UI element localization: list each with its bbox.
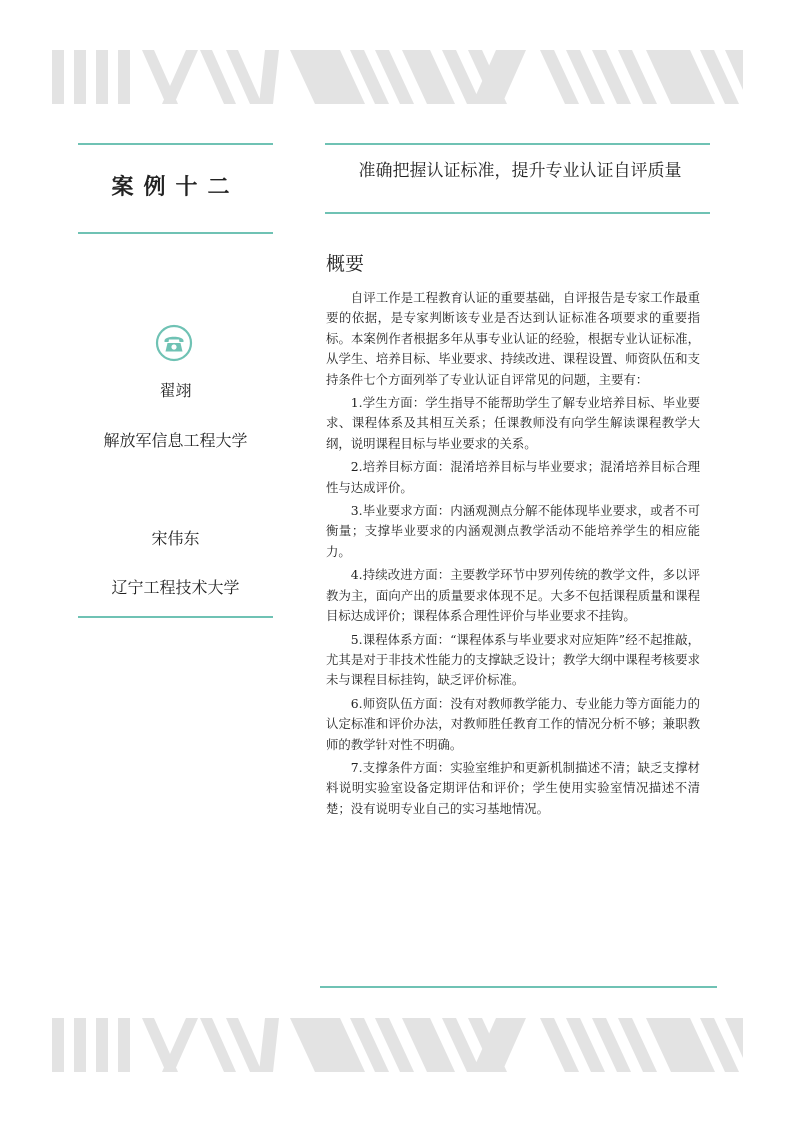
summary-item-supporting-conditions: 7.支撑条件方面：实验室维护和更新机制描述不清；缺乏支撑材料说明实验室设备定期评估和评价；学生使用实验室情况描述不清楚；没有说明专业自己的实习基地情况。 <box>326 759 700 816</box>
summary-item-faculty: 6.师资队伍方面：没有对教师教学能力、专业能力等方面能力的认定标准和评价办法，对教师胜任教育工作的情况分析不够；兼职教师的教学针对性不明确。 <box>326 695 700 752</box>
summary-item-objectives: 2.培养目标方面：混淆培养目标与毕业要求；混淆培养目标合理性与达成评价。 <box>326 459 700 495</box>
summary-item-continuous-improvement: 4.持续改进方面：主要教学环节中罗列传统的教学文件，多以评教为主，面向产出的质量要求体现不足。大多不包括课程质量和课程目标达成评价；课程体系合理性评价与毕业要求不挂钩。 <box>326 567 700 624</box>
author-1-name: 翟翊 <box>159 381 192 400</box>
right-top-rule <box>325 143 710 145</box>
summary-paragraph-intro: 自评工作是工程教育认证的重要基础，自评报告是专家工作最重要的依据，是专家判断该专业是否达到认证标准各项要求的重要指标。本案例作者根据多年从事专业认证的经验，根据专业认证标准，从学生、培养目标、毕业要求、持续改进、课程设置、师资队伍和支持条件七个方面列举了专业认证自评常见的问题，主要有： <box>326 290 700 387</box>
author-1-affiliation: 解放军信息工程大学 <box>103 431 248 450</box>
bottom-decorative-stripe-band <box>50 1018 743 1072</box>
top-decorative-stripe-band <box>50 50 743 104</box>
article-title: 准确把握认证标准，提升专业认证自评质量 <box>358 161 682 181</box>
left-bottom-rule <box>78 616 273 618</box>
summary-item-students: 1.学生方面：学生指导不能帮助学生了解专业培养目标、毕业要求、课程体系及其相互关系；任课教师没有向学生解读课程教学大纲，说明课程目标与毕业要求的关系。 <box>326 395 700 451</box>
case-label: 案例十二 <box>111 174 240 200</box>
summary-body <box>326 288 700 822</box>
summary-item-graduation-requirements: 3.毕业要求方面：内涵观测点分解不能体现毕业要求，或者不可衡量；支撑毕业要求的内涵观测点教学活动不能培养学生的相应能力。 <box>326 503 700 559</box>
summary-item-curriculum: 5.课程体系方面：“课程体系与毕业要求对应矩阵”经不起推敲，尤其是对于非技术性能力的支撑缺乏设计；教学大纲中课程考核要求未与课程目标挂钩，缺乏评价标准。 <box>326 631 700 688</box>
author-2-affiliation: 辽宁工程技术大学 <box>111 578 240 597</box>
left-top-rule <box>78 143 273 145</box>
right-title-bottom-rule <box>325 212 710 214</box>
section-heading-summary: 概要 <box>326 253 365 275</box>
telephone-icon <box>155 324 193 362</box>
right-bottom-rule <box>320 986 717 988</box>
author-2-name: 宋伟东 <box>151 529 200 548</box>
left-title-bottom-rule <box>78 232 273 234</box>
